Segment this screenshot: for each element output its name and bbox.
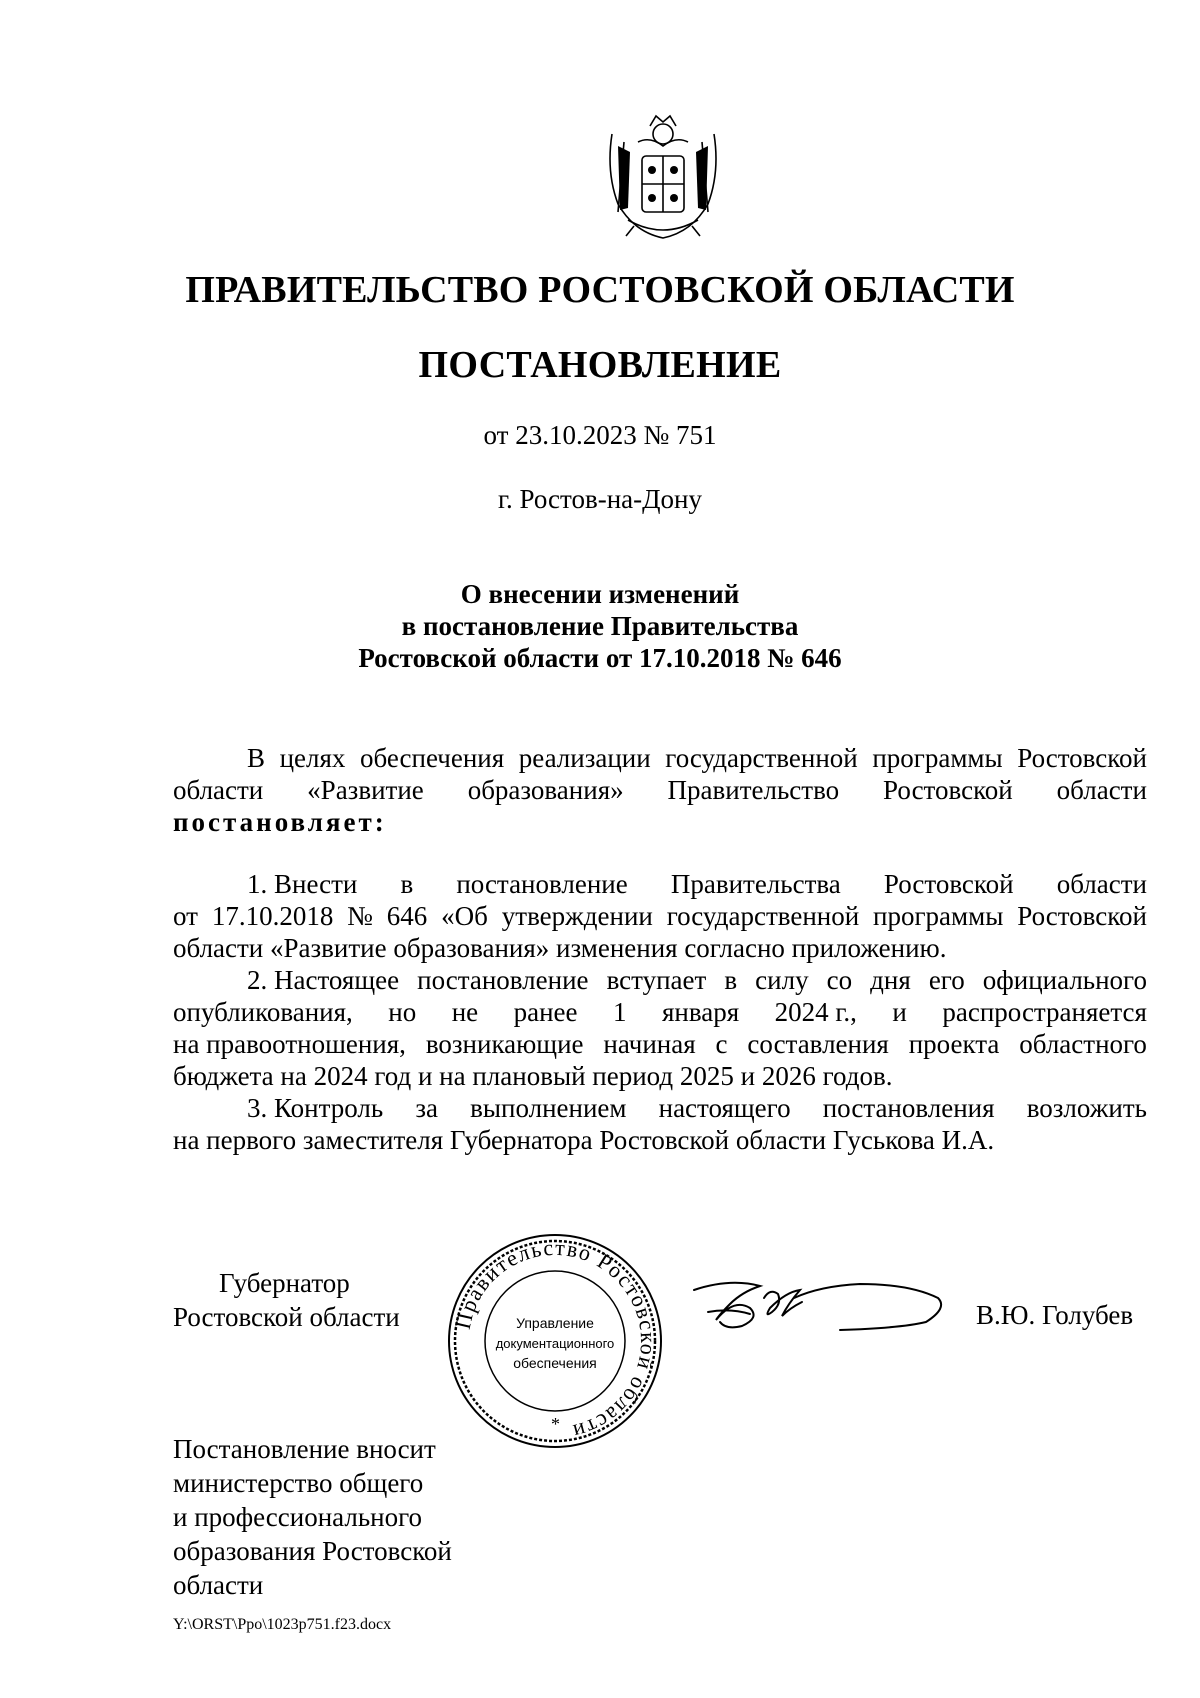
word: но [388,997,417,1027]
word: постановление [456,869,628,899]
word: в [724,965,738,995]
introducer-note [173,1432,452,1602]
text-line [173,774,1147,806]
text-line [173,1028,1147,1060]
word: области [1056,869,1147,899]
word: Правительства [670,869,841,899]
word: распространяется [942,997,1147,1027]
signatory-title-line: Губернатор [219,1268,350,1298]
word: выполнением [470,1093,627,1123]
word: 2024 г., [774,997,857,1027]
document-subject [0,578,1200,674]
word: В [247,743,266,773]
document-date-number: от 23.10.2023 № 751 [483,420,717,450]
word: официального [982,965,1147,995]
preamble-paragraph [173,742,1147,838]
introducer-line: образования Ростовской [173,1536,452,1566]
word: Правительство [667,775,840,805]
word: обеспечения [360,743,505,773]
word: проекта [908,1029,1000,1059]
text-line [173,900,1147,932]
document-type: ПОСТАНОВЛЕНИЕ [418,344,782,386]
seal-center-line: документационного [495,1336,615,1351]
word: области [1056,775,1147,805]
decree-items [173,868,1147,1156]
text-line [173,932,1147,964]
word: постановление [417,965,589,995]
subject-line: Ростовской области от 17.10.2018 № 646 [358,643,842,673]
text-line [173,806,1147,838]
line-text: на первого заместителя Губернатора Ростовской области Гуськова И.А. [173,1125,995,1155]
text-line [173,742,1147,774]
line-text: бюджета на 2024 год и на плановый период 2025 и 2026 годов. [173,1061,893,1091]
word: вступает [606,965,707,995]
government-name: ПРАВИТЕЛЬСТВО РОСТОВСКОЙ ОБЛАСТИ [185,269,1015,311]
introducer-line: и профессионального [173,1502,423,1532]
word: января [662,997,740,1027]
word: области [173,775,264,805]
word: от [173,901,198,931]
seal-ring-text: Правительство Ростовской области [449,1234,662,1446]
seal-center-line: обеспечения [513,1355,597,1371]
word: образования» [467,775,624,805]
text-line [173,996,1147,1028]
word: на правоотношения, [173,1029,406,1059]
word: 646 [386,901,428,931]
signatory-name: В.Ю. Голубев [976,1300,1134,1330]
word: возникающие [425,1029,584,1059]
word: 1 [613,997,627,1027]
word: его [928,965,965,995]
line-text: области «Развитие образования» изменения согласно приложению. [173,933,947,963]
word: государственной [665,743,858,773]
word: № [347,901,373,931]
word: «Развитие [307,775,424,805]
word: ранее [513,997,578,1027]
word: 1. Внести [247,869,358,899]
introducer-line: Постановление вносит [173,1434,436,1464]
text-line [173,868,1147,900]
introducer-line: области [173,1570,264,1600]
text-line [173,1060,1147,1092]
word: в [400,869,414,899]
word: 17.10.2018 [211,901,334,931]
signatory-title-line: Ростовской области [173,1302,400,1332]
official-seal [446,1232,664,1450]
word: утверждении [501,901,653,931]
decree-word: постановляет: [173,807,387,837]
introducer-line: министерство общего [173,1468,424,1498]
word: дня [870,965,911,995]
word: программы [873,901,1004,931]
word: за [415,1093,438,1123]
word: настоящего [658,1093,791,1123]
text-line [173,1124,1147,1156]
coat-of-arms-emblem [598,112,728,244]
word: 2. Настоящее [247,965,400,995]
word: не [451,997,479,1027]
signatory-title [173,1266,400,1334]
word: и [892,997,907,1027]
word: начиная [603,1029,696,1059]
word: государственной [666,901,860,931]
word: возложить [1026,1093,1147,1123]
word: с [715,1029,728,1059]
word: Ростовской [1017,901,1147,931]
word: Ростовской [883,775,1013,805]
handwritten-signature [690,1268,950,1348]
text-line [173,1092,1147,1124]
subject-line: О внесении изменений [460,579,740,609]
word: Ростовской [1017,743,1147,773]
document-city: г. Ростов-на-Дону [497,484,702,514]
word: программы [872,743,1003,773]
word: реализации [518,743,651,773]
word: постановления [822,1093,995,1123]
file-path-footer: Y:\ORST\Ppo\1023p751.f23.docx [173,1616,392,1633]
subject-line: в постановление Правительства [401,611,799,641]
word: Ростовской [883,869,1014,899]
word: силу [755,965,809,995]
word: составления [747,1029,889,1059]
text-line [173,964,1147,996]
word: со [826,965,853,995]
word: областного [1019,1029,1147,1059]
word: целях [279,743,346,773]
seal-star: * [551,1414,560,1434]
word: «Об [441,901,488,931]
seal-center-line: Управление [516,1315,594,1331]
word: опубликования, [173,997,353,1027]
word: 3. Контроль [247,1093,384,1123]
